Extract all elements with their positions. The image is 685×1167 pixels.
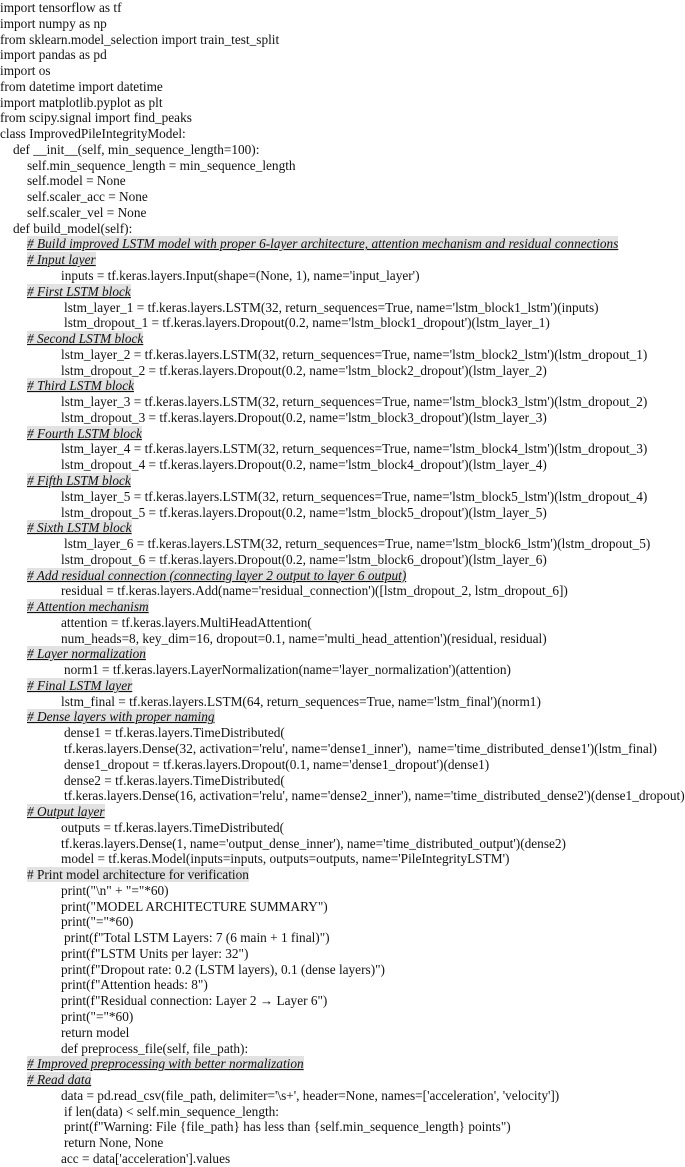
- code-line: [0, 757, 685, 773]
- code-line: [0, 583, 685, 599]
- code-line: [0, 32, 685, 48]
- code-line: [0, 142, 685, 158]
- code-line: [0, 268, 685, 284]
- code-line: [0, 95, 685, 111]
- code-text: attention = tf.keras.layers.MultiHeadAttention(: [61, 614, 312, 630]
- code-text: print(f"Residual connection: Layer 2 → Layer 6"): [61, 993, 328, 1009]
- code-comment-line: [0, 473, 685, 489]
- code-line: [0, 158, 685, 174]
- code-line: [0, 725, 685, 741]
- code-text: print("MODEL ARCHITECTURE SUMMARY"): [61, 898, 328, 914]
- code-line: [0, 536, 685, 552]
- code-line: [0, 110, 685, 126]
- code-text: print("="*60): [61, 1009, 134, 1024]
- code-text: import os: [0, 63, 51, 79]
- code-text: self.scaler_vel = None: [27, 204, 147, 220]
- code-line: [0, 47, 685, 63]
- code-text: lstm_final = tf.keras.layers.LSTM(64, return_sequences=True, name='lstm_final')(norm1): [61, 693, 541, 709]
- code-line: [0, 977, 685, 993]
- code-line: [0, 1009, 685, 1025]
- code-text: self.scaler_acc = None: [27, 189, 148, 205]
- code-line: [0, 962, 685, 978]
- code-text: def __init__(self, min_sequence_length=100):: [13, 141, 260, 157]
- code-line: [0, 741, 685, 757]
- code-text: lstm_layer_5 = tf.keras.layers.LSTM(32, return_sequences=True, name='lstm_block5_lstm')(lstm_dropout_4): [61, 488, 648, 504]
- code-text: # Print model architecture for verification: [27, 867, 249, 883]
- code-comment-line: [0, 804, 685, 820]
- code-comment-line: [0, 678, 685, 694]
- code-text: lstm_dropout_4 = tf.keras.layers.Dropout(0.2, name='lstm_block4_dropout')(lstm_layer_4): [61, 457, 547, 473]
- code-text: tf.keras.layers.Dense(1, name='output_dense_inner'), name='time_distributed_output')(dense2): [61, 835, 566, 851]
- code-line: [0, 489, 685, 505]
- code-text: import tensorflow as tf: [0, 0, 122, 15]
- code-line: [0, 773, 685, 789]
- code-line: [0, 788, 685, 804]
- code-text: import matplotlib.pyplot as plt: [0, 94, 163, 110]
- code-line: [0, 1119, 685, 1135]
- code-text: # Fifth LSTM block: [27, 472, 131, 488]
- code-text: lstm_layer_3 = tf.keras.layers.LSTM(32, return_sequences=True, name='lstm_block3_lstm')(lstm_dropout_2): [61, 394, 648, 410]
- code-text: dense1 = tf.keras.layers.TimeDistributed(: [64, 725, 285, 741]
- code-text: # Third LSTM block: [27, 378, 134, 394]
- code-text: def build_model(self):: [13, 220, 133, 236]
- code-text: print("="*60): [61, 914, 134, 930]
- code-line: [0, 1025, 685, 1041]
- code-comment-line: [0, 599, 685, 615]
- code-text: dense1_dropout = tf.keras.layers.Dropout(0.1, name='dense1_dropout')(dense1): [64, 756, 490, 772]
- code-text: # Dense layers with proper naming: [27, 709, 215, 725]
- code-comment-line: [0, 568, 685, 584]
- code-line: [0, 173, 685, 189]
- code-text: data = pd.read_csv(file_path, delimiter='\s+', header=None, names=['acceleration', 'velocity']): [61, 1087, 560, 1103]
- code-text: acc = data['acceleration'].values: [61, 1150, 231, 1166]
- code-comment-line: [0, 252, 685, 268]
- code-line: [0, 552, 685, 568]
- code-text: lstm_dropout_2 = tf.keras.layers.Dropout(0.2, name='lstm_block2_dropout')(lstm_layer_2): [61, 362, 547, 378]
- code-line: [0, 899, 685, 915]
- code-line: [0, 126, 685, 142]
- code-comment-line: [0, 867, 685, 883]
- code-line: [0, 505, 685, 521]
- code-line: [0, 16, 685, 32]
- code-text: # Layer normalization: [27, 646, 146, 662]
- code-text: inputs = tf.keras.layers.Input(shape=(None, 1), name='input_layer'): [61, 268, 420, 284]
- code-text: # Fourth LSTM block: [27, 425, 142, 441]
- code-line: [0, 300, 685, 316]
- code-text: lstm_dropout_3 = tf.keras.layers.Dropout(0.2, name='lstm_block3_dropout')(lstm_layer_3): [61, 409, 547, 425]
- code-line: [0, 189, 685, 205]
- code-text: import numpy as np: [0, 15, 107, 31]
- code-text: print(f"Attention heads: 8"): [61, 977, 208, 993]
- code-text: class ImprovedPileIntegrityModel:: [0, 126, 186, 142]
- code-line: [0, 1151, 685, 1167]
- code-text: # Read data: [27, 1072, 92, 1088]
- code-line: [0, 394, 685, 410]
- code-line: [0, 63, 685, 79]
- code-text: if len(data) < self.min_sequence_length:: [64, 1103, 280, 1119]
- code-text: lstm_dropout_6 = tf.keras.layers.Dropout(0.2, name='lstm_block6_dropout')(lstm_layer_6): [61, 551, 547, 567]
- code-text: lstm_layer_6 = tf.keras.layers.LSTM(32, return_sequences=True, name='lstm_block6_lstm')(lstm_dropout_5): [64, 536, 651, 552]
- code-line: [0, 820, 685, 836]
- code-comment-line: [0, 236, 685, 252]
- code-line: [0, 457, 685, 473]
- code-line: [0, 410, 685, 426]
- code-text: from sklearn.model_selection import train_test_split: [0, 31, 280, 47]
- code-text: outputs = tf.keras.layers.TimeDistributed(: [61, 819, 285, 835]
- code-line: [0, 441, 685, 457]
- code-line: [0, 930, 685, 946]
- code-text: lstm_layer_1 = tf.keras.layers.LSTM(32, return_sequences=True, name='lstm_block1_lstm')(inputs): [64, 299, 599, 315]
- code-text: print(f"Total LSTM Layers: 7 (6 main + 1 final)"): [64, 930, 330, 946]
- code-comment-line: [0, 426, 685, 442]
- code-line: [0, 946, 685, 962]
- code-text: print(f"Warning: File {file_path} has less than {self.min_sequence_length} points"): [64, 1119, 511, 1135]
- code-line: [0, 221, 685, 237]
- code-text: from scipy.signal import find_peaks: [0, 110, 192, 126]
- code-text: lstm_dropout_1 = tf.keras.layers.Dropout(0.2, name='lstm_block1_dropout')(lstm_layer_1): [64, 315, 550, 331]
- code-line: [0, 662, 685, 678]
- code-line: [0, 694, 685, 710]
- code-comment-line: [0, 709, 685, 725]
- code-text: import pandas as pd: [0, 47, 107, 63]
- code-comment-line: [0, 520, 685, 536]
- code-text: # Input layer: [27, 252, 96, 268]
- code-comment-line: [0, 284, 685, 300]
- code-line: [0, 0, 685, 16]
- code-comment-line: [0, 1056, 685, 1072]
- code-text: def preprocess_file(self, file_path):: [61, 1040, 249, 1056]
- code-text: model = tf.keras.Model(inputs=inputs, outputs=outputs, name='PileIntegrityLSTM'): [61, 851, 510, 867]
- code-line: [0, 79, 685, 95]
- code-text: print(f"LSTM Units per layer: 32"): [61, 945, 249, 961]
- code-text: lstm_layer_2 = tf.keras.layers.LSTM(32, return_sequences=True, name='lstm_block2_lstm')(lstm_dropout_1): [61, 346, 648, 362]
- code-text: # Second LSTM block: [27, 331, 144, 347]
- code-line: [0, 1104, 685, 1120]
- code-text: num_heads=8, key_dim=16, dropout=0.1, name='multi_head_attention')(residual, residual): [61, 630, 547, 646]
- code-text: from datetime import datetime: [0, 78, 163, 94]
- code-line: [0, 1041, 685, 1057]
- code-line: [0, 836, 685, 852]
- code-line: [0, 615, 685, 631]
- code-line: [0, 347, 685, 363]
- code-text: tf.keras.layers.Dense(32, activation='relu', name='dense1_inner'), name='time_distributed_dense1')(lstm_final): [64, 740, 657, 756]
- code-text: self.min_sequence_length = min_sequence_length: [27, 157, 296, 173]
- code-line: [0, 205, 685, 221]
- code-text: # Build improved LSTM model with proper 6-layer architecture, attention mechanism and residual connections: [27, 236, 619, 252]
- code-line: [0, 914, 685, 930]
- code-comment-line: [0, 378, 685, 394]
- code-comment-line: [0, 646, 685, 662]
- code-text: # First LSTM block: [27, 283, 131, 299]
- code-text: print(f"Dropout rate: 0.2 (LSTM layers), 0.1 (dense layers)"): [61, 961, 385, 977]
- code-text: tf.keras.layers.Dense(16, activation='relu', name='dense2_inner'), name='time_distributed_dense2')(dense1_dropout): [64, 788, 685, 804]
- code-text: # Final LSTM layer: [27, 677, 133, 693]
- code-text: lstm_dropout_5 = tf.keras.layers.Dropout(0.2, name='lstm_block5_dropout')(lstm_layer_5): [61, 504, 547, 520]
- code-comment-line: [0, 331, 685, 347]
- code-line: [0, 631, 685, 647]
- code-text: return None, None: [64, 1135, 164, 1151]
- code-text: # Improved preprocessing with better normalization: [27, 1056, 304, 1072]
- code-text: self.model = None: [27, 173, 126, 189]
- code-text: print("\n" + "="*60): [61, 882, 169, 898]
- code-text: return model: [61, 1024, 130, 1040]
- code-line: [0, 363, 685, 379]
- code-text: # Add residual connection (connecting layer 2 output to layer 6 output): [27, 567, 407, 583]
- code-line: [0, 1088, 685, 1104]
- code-line: [0, 883, 685, 899]
- code-line: [0, 993, 685, 1009]
- code-text: dense2 = tf.keras.layers.TimeDistributed(: [64, 772, 285, 788]
- code-line: [0, 851, 685, 867]
- code-comment-line: [0, 1072, 685, 1088]
- code-text: norm1 = tf.keras.layers.LayerNormalization(name='layer_normalization')(attention): [64, 662, 511, 678]
- code-text: residual = tf.keras.layers.Add(name='residual_connection')([lstm_dropout_2, lstm_dropout_6]): [61, 583, 568, 599]
- code-text: # Sixth LSTM block: [27, 520, 132, 536]
- code-text: lstm_layer_4 = tf.keras.layers.LSTM(32, return_sequences=True, name='lstm_block4_lstm')(lstm_dropout_3): [61, 441, 648, 457]
- code-text: # Attention mechanism: [27, 599, 149, 615]
- code-text: # Output layer: [27, 804, 105, 820]
- code-line: [0, 315, 685, 331]
